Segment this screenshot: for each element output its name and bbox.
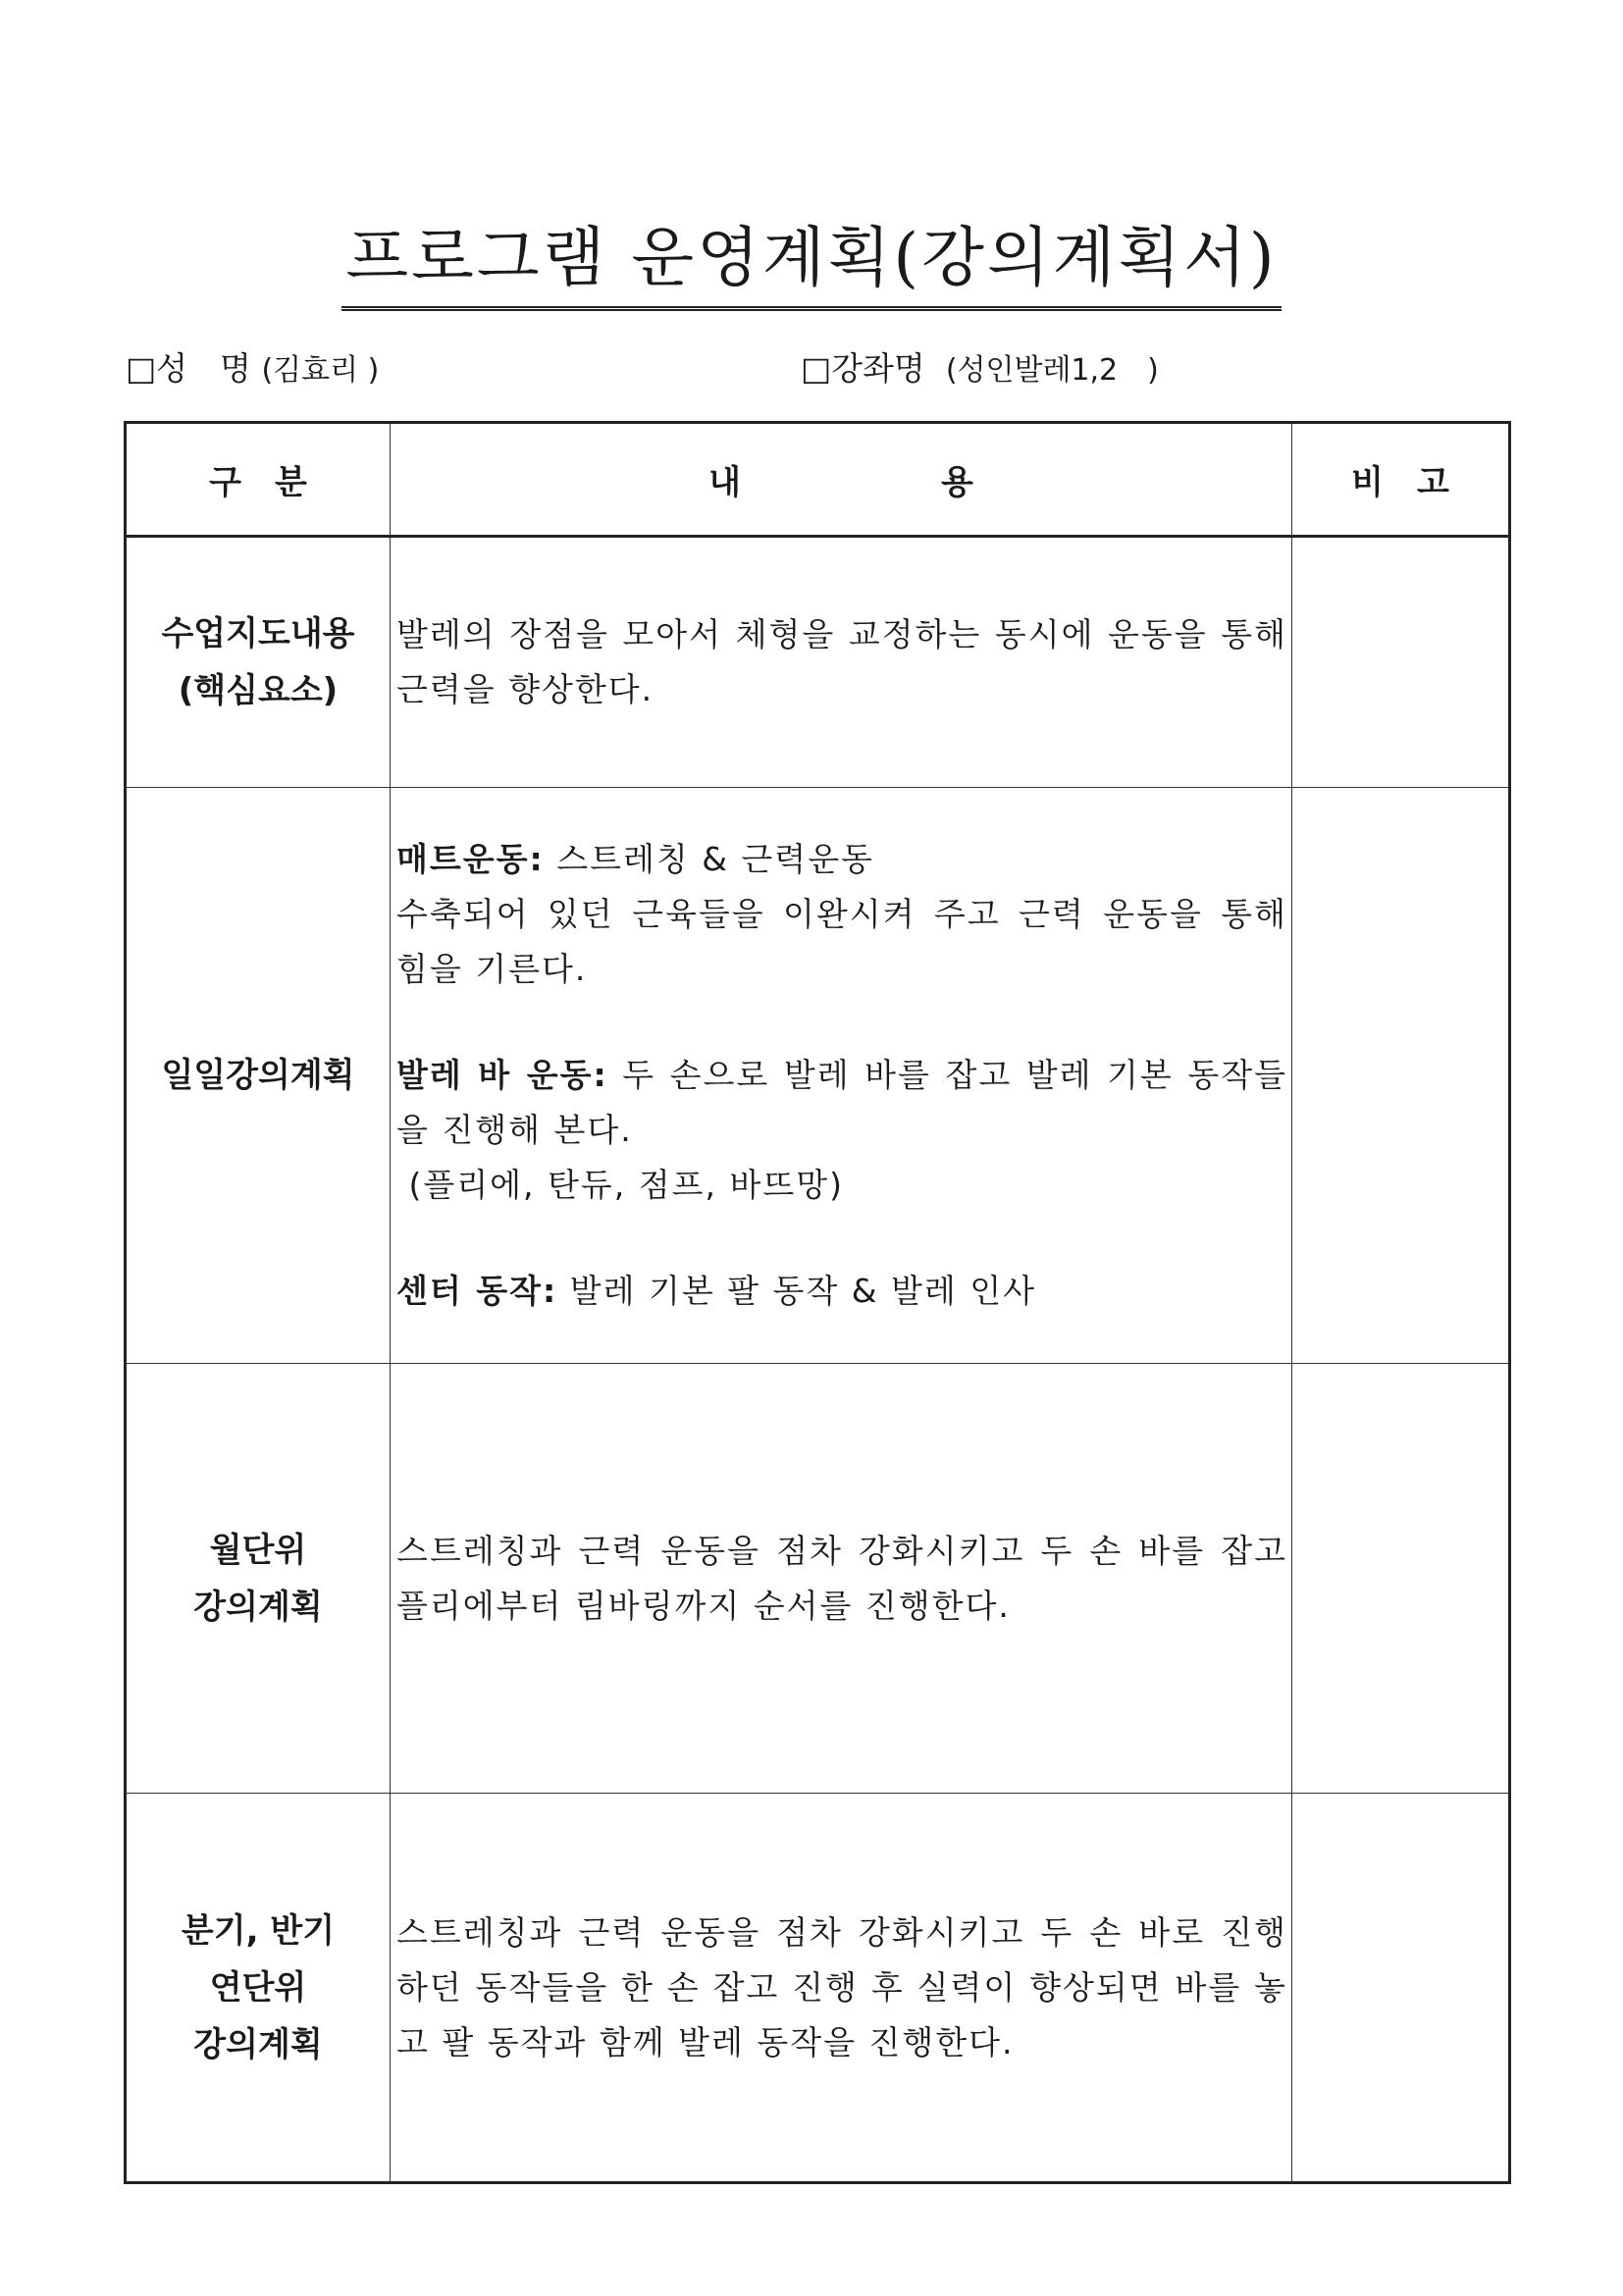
course-value: (성인발레1,2 ) (945, 353, 1159, 388)
header-note: 비 고 (1292, 423, 1510, 537)
daily-block-barre: 발레 바 운동: 두 손으로 발레 바를 잡고 발레 기본 동작들을 진행해 본다. (396, 1056, 1287, 1149)
table-row (126, 1794, 1510, 2183)
lecture-plan-table (124, 421, 1511, 2184)
table-row (126, 788, 1510, 1364)
table-row (126, 1364, 1510, 1794)
name-label: □성 명 (126, 349, 251, 388)
row-category: 수업지도내용 (핵심요소) (126, 537, 391, 788)
row-note (1292, 1364, 1510, 1794)
row-note (1292, 788, 1510, 1364)
row-note (1292, 1794, 1510, 2183)
row-content: 스트레칭과 근력 운동을 점차 강화시키고 두 손 바를 잡고 플리에부터 림바링까지 순서를 진행한다. (391, 1364, 1292, 1794)
course-label: □강좌명 (801, 349, 925, 388)
row-content: 발레의 장점을 모아서 체형을 교정하는 동시에 운동을 통해 근력을 향상한다. (391, 537, 1292, 788)
name-value: (김효리 ) (261, 353, 380, 388)
row-category: 일일강의계획 (126, 788, 391, 1364)
instructor-name-line (126, 347, 379, 392)
row-category: 월단위 강의계획 (126, 1364, 391, 1794)
daily-block-center: 센터 동작: 발레 기본 팔 동작 & 발레 인사 (396, 1272, 1037, 1310)
row-content: 매트운동: 스트레칭 & 근력운동 수축되어 있던 근육들을 이완시켜 주고 근력 운동을 통해 힘을 기른다. 발레 바 운동: 두 손으로 발레 바를 잡고 발레 기본 동작들을 진행해 본다. (플리에, 탄듀, 점프, 바뜨망) 센터 동작: 발레 기본 팔 동작 & 발레 인사 (391, 788, 1292, 1364)
table-header-row (126, 423, 1510, 537)
header-content: 내 용 (391, 423, 1292, 537)
row-note (1292, 537, 1510, 788)
document-title: 프로그램 운영계획(강의계획서) (0, 214, 1623, 311)
row-content: 스트레칭과 근력 운동을 점차 강화시키고 두 손 바로 진행하던 동작들을 한 손 잡고 진행 후 실력이 향상되면 바를 놓고 팔 동작과 함께 발레 동작을 진행한다. (391, 1794, 1292, 2183)
course-name-line (801, 347, 1159, 392)
daily-block-mat: 매트운동: 스트레칭 & 근력운동 (396, 840, 874, 878)
header-category: 구 분 (126, 423, 391, 537)
table-row (126, 537, 1510, 788)
row-category: 분기, 반기 연단위 강의계획 (126, 1794, 391, 2183)
